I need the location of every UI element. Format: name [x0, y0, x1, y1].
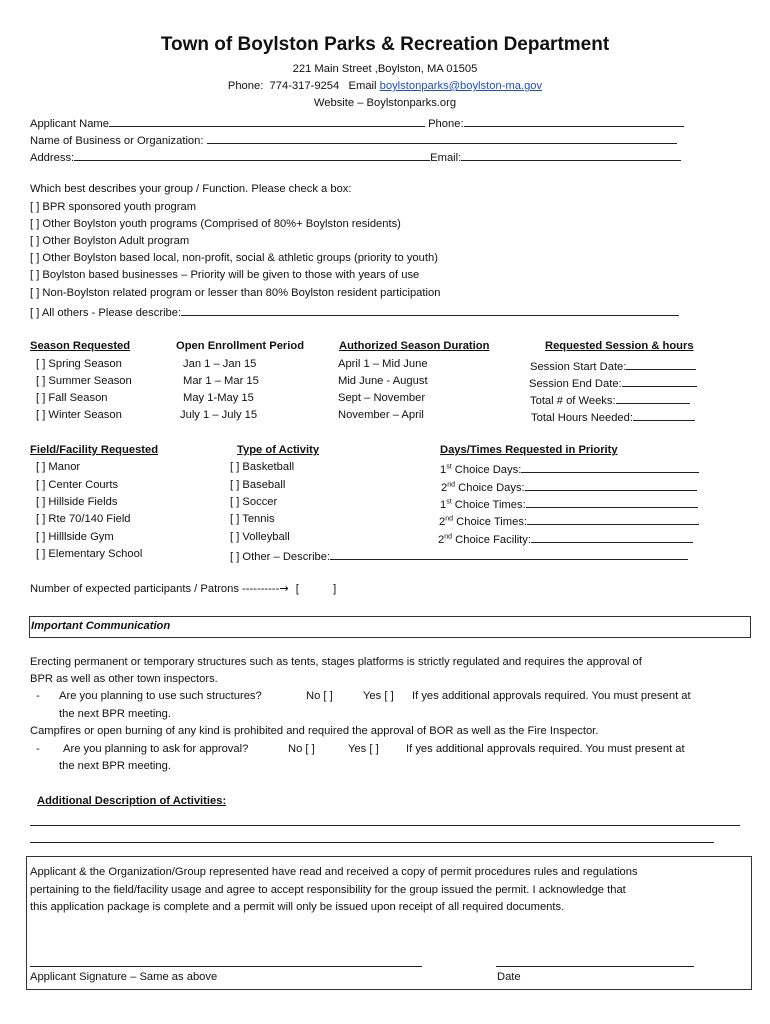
signature-label: Applicant Signature – Same as above: [30, 971, 218, 983]
season-duration-header: Authorized Season Duration: [339, 340, 490, 352]
structures-yes-checkbox[interactable]: Yes [ ]: [363, 690, 394, 702]
enrollment-0: Jan 1 – Jan 15: [183, 358, 257, 370]
activity-other-field[interactable]: [330, 548, 688, 560]
priority-num: 1: [440, 464, 447, 476]
total-weeks-field[interactable]: [616, 392, 690, 404]
facility-rte-field[interactable]: [ ] Rte 70/140 Field: [36, 513, 131, 525]
facility-hillside-gym[interactable]: [ ] Hilllside Gym: [36, 531, 114, 543]
group-option-1[interactable]: [ ] Other Boylston youth programs (Comprised of 80%+ Boylston residents): [30, 218, 401, 230]
acknowledgement-line-2: pertaining to the field/facility usage and agree to accept responsibility for the group issued the permit. I acknowledge that: [30, 884, 626, 896]
season-fall[interactable]: [ ] Fall Season: [36, 392, 108, 404]
enrollment-period-header: Open Enrollment Period: [176, 340, 305, 352]
enrollment-2: May 1-May 15: [183, 392, 254, 404]
duration-1: Mid June - August: [338, 375, 428, 387]
second-choice-times-field[interactable]: [527, 513, 699, 525]
season-spring[interactable]: [ ] Spring Season: [36, 358, 122, 370]
applicant-name-row: [30, 115, 684, 130]
campfire-text: Campfires or open burning of any kind is prohibited and required the approval of BOR as well as the Fire Inspector.: [30, 725, 599, 737]
business-label: Name of Business or Organization:: [30, 135, 204, 147]
priority-num: 1: [440, 499, 447, 511]
participants-label: Number of expected participants / Patrons ----------: [30, 583, 280, 595]
campfire-no-checkbox[interactable]: No [ ]: [288, 743, 315, 755]
enrollment-1: Mar 1 – Mar 15: [183, 375, 259, 387]
duration-0: April 1 – Mid June: [338, 358, 428, 370]
priority-sup: nd: [447, 481, 456, 489]
season-summer[interactable]: [ ] Summer Season: [36, 375, 132, 387]
priority-num: 2: [441, 482, 448, 494]
priority-sup: st: [446, 463, 452, 471]
department-address: 221 Main Street ,Boylston, MA 01505: [292, 63, 478, 75]
session-end-label: Session End Date:: [529, 378, 622, 390]
additional-description-line-1[interactable]: [30, 825, 740, 826]
business-field[interactable]: [207, 132, 677, 144]
structures-note-cont: the next BPR meeting.: [59, 708, 171, 720]
campfire-note-cont: the next BPR meeting.: [59, 760, 171, 772]
address-row: [30, 149, 681, 164]
email-field[interactable]: [461, 149, 681, 161]
business-row: [30, 132, 677, 147]
duration-3: November – April: [338, 409, 424, 421]
session-start-row: [530, 358, 696, 373]
activity-baseball[interactable]: [ ] Baseball: [230, 479, 286, 491]
email-label: Email:: [430, 152, 462, 164]
campfire-dash: -: [36, 743, 40, 755]
activity-type-header: Type of Activity: [237, 444, 320, 456]
phone-field[interactable]: [464, 115, 684, 127]
structures-dash: -: [36, 690, 40, 702]
campfire-yes-checkbox[interactable]: Yes [ ]: [348, 743, 379, 755]
second-choice-days-field[interactable]: [525, 479, 697, 491]
enrollment-3: July 1 – July 15: [180, 409, 258, 421]
first-choice-days-field[interactable]: [521, 461, 699, 473]
address-label: Address:: [30, 152, 75, 164]
priority-label: Choice Days:: [451, 464, 522, 476]
priority-label: Choice Times:: [453, 516, 528, 528]
total-weeks-row: [530, 392, 690, 407]
additional-description-line-2[interactable]: [30, 842, 714, 843]
group-option-2[interactable]: [ ] Other Boylston Adult program: [30, 235, 190, 247]
important-communication-heading: Important Communication: [31, 620, 171, 632]
session-end-field[interactable]: [622, 375, 697, 387]
structures-text-1: Erecting permanent or temporary structures such as tents, stages platforms is strictly regulated and requires the approval of: [30, 656, 642, 668]
activity-other[interactable]: [ ] Other – Describe:: [230, 551, 331, 563]
total-hours-row: [531, 409, 695, 424]
duration-2: Sept – November: [338, 392, 426, 404]
phone-label: Phone:: [428, 118, 464, 130]
season-winter[interactable]: [ ] Winter Season: [36, 409, 122, 421]
date-line[interactable]: [496, 966, 694, 967]
season-requested-header: Season Requested: [30, 340, 131, 352]
priority-sup: nd: [444, 533, 453, 541]
page-title: Town of Boylston Parks & Recreation Department: [160, 34, 610, 55]
activity-volleyball[interactable]: [ ] Volleyball: [230, 531, 290, 543]
group-option-5[interactable]: [ ] Non-Boylston related program or lesser than 80% Boylston resident participation: [30, 287, 441, 299]
group-question: Which best describes your group / Function. Please check a box:: [30, 183, 352, 195]
facility-center-courts[interactable]: [ ] Center Courts: [36, 479, 119, 491]
session-end-row: [529, 375, 697, 390]
priority-row-4: [438, 531, 693, 546]
priority-label: Choice Times:: [451, 499, 526, 511]
describe-field[interactable]: [181, 304, 679, 316]
group-option-3[interactable]: [ ] Other Boylston based local, non-profit, social & athletic groups (priority to youth): [30, 252, 438, 264]
facility-manor[interactable]: [ ] Manor: [36, 461, 81, 473]
applicant-name-label: Applicant Name: [30, 118, 109, 130]
priority-sup: st: [446, 498, 452, 506]
priority-row-2: [440, 496, 698, 511]
facility-elementary-school[interactable]: [ ] Elementary School: [36, 548, 143, 560]
activity-basketball[interactable]: [ ] Basketball: [230, 461, 295, 473]
contact-line: [0, 80, 770, 92]
priority-label: Choice Facility:: [452, 534, 531, 546]
group-option-4[interactable]: [ ] Boylston based businesses – Priority will be given to those with years of use: [30, 269, 420, 281]
campfire-note: If yes additional approvals required. You must present at: [406, 743, 685, 755]
total-hours-field[interactable]: [633, 409, 695, 421]
priority-label: Choice Days:: [455, 482, 525, 494]
campfire-question: Are you planning to ask for approval?: [63, 743, 249, 755]
priority-sup: nd: [445, 515, 454, 523]
participants-field[interactable]: [ ]: [295, 583, 337, 595]
priority-num: 2: [438, 534, 445, 546]
phone-text: Phone: 774-317-9254 Email: [227, 80, 380, 92]
arrow-icon: →: [279, 582, 289, 595]
activity-soccer[interactable]: [ ] Soccer: [230, 496, 278, 508]
total-weeks-label: Total # of Weeks:: [530, 395, 616, 407]
structures-text-2: BPR as well as other town inspectors.: [30, 673, 218, 685]
participants-row: [30, 582, 336, 595]
priority-row-0: [440, 461, 699, 476]
priority-row-1: [441, 479, 697, 494]
second-choice-facility-field[interactable]: [531, 531, 693, 543]
group-option-6[interactable]: [ ] All others - Please describe:: [30, 307, 182, 319]
signature-line[interactable]: [30, 966, 422, 967]
priority-num: 2: [439, 516, 446, 528]
acknowledgement-line-1: Applicant & the Organization/Group represented have read and received a copy of permit procedures rules and regulations: [30, 866, 638, 878]
email-link[interactable]: boylstonparks@boylston-ma.gov: [379, 80, 543, 92]
group-option-0[interactable]: [ ] BPR sponsored youth program: [30, 201, 197, 213]
address-field[interactable]: [74, 149, 430, 161]
priority-row-3: [439, 513, 699, 528]
structures-note: If yes additional approvals required. You must present at: [412, 690, 691, 702]
facility-hillside-fields[interactable]: [ ] Hillside Fields: [36, 496, 118, 508]
first-choice-times-field[interactable]: [526, 496, 698, 508]
structures-question: Are you planning to use such structures?: [59, 690, 262, 702]
session-start-field[interactable]: [626, 358, 696, 370]
days-times-header: Days/Times Requested in Priority: [440, 444, 618, 456]
activity-other-row: [230, 548, 688, 563]
website-text: Website – Boylstonparks.org: [313, 97, 457, 109]
facility-requested-header: Field/Facility Requested: [30, 444, 159, 456]
structures-no-checkbox[interactable]: No [ ]: [306, 690, 333, 702]
activity-tennis[interactable]: [ ] Tennis: [230, 513, 275, 525]
applicant-name-field[interactable]: [109, 115, 425, 127]
session-start-label: Session Start Date:: [530, 361, 627, 373]
additional-description-heading: Additional Description of Activities:: [37, 795, 227, 807]
group-option-6-row: [30, 304, 679, 319]
session-hours-header: Requested Session & hours: [545, 340, 694, 352]
acknowledgement-line-3: this application package is complete and a permit will only be issued upon receipt of all required documents.: [30, 901, 565, 913]
total-hours-label: Total Hours Needed:: [531, 412, 633, 424]
date-label: Date: [497, 971, 521, 983]
